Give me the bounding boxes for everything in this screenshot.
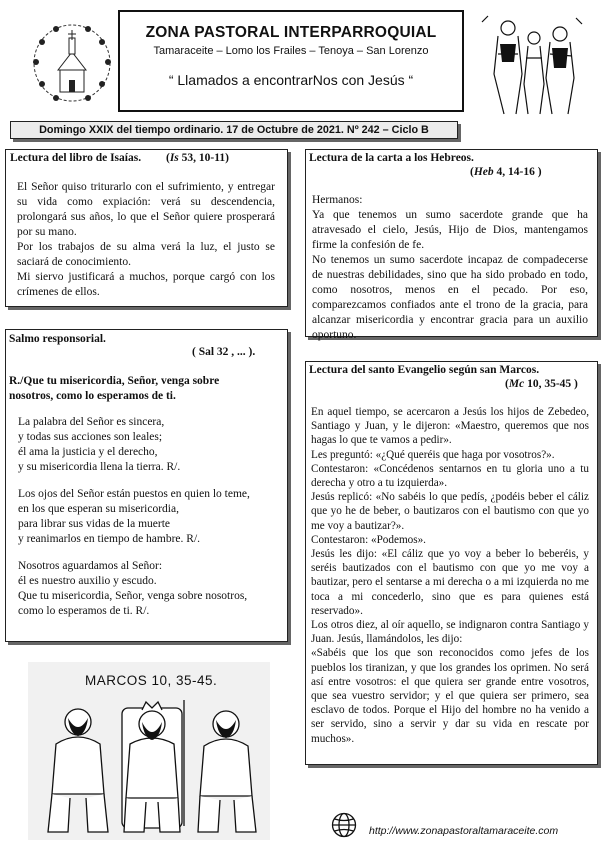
salmo-line: y su misericordia llena la tierra. R/. bbox=[18, 461, 181, 473]
salmo-line: y todas sus acciones son leales; bbox=[18, 431, 163, 443]
hebreos-title: Lectura de la carta a los Hebreos. bbox=[309, 152, 474, 164]
evangelio-ref-book: Mc bbox=[508, 378, 525, 390]
salmo-line: y reanimarlos en tiempo de hambre. R/. bbox=[18, 533, 201, 545]
salmo-stanza-2 bbox=[18, 487, 250, 547]
salmo-line: Los ojos del Señor están puestos en quien lo teme, bbox=[18, 488, 250, 500]
page-title: ZONA PASTORAL INTERPARROQUIAL bbox=[145, 24, 437, 41]
isaias-ref-book: Is bbox=[169, 152, 179, 164]
evangelio-ref: (Mc 10, 35-45 ) bbox=[505, 378, 578, 390]
salmo-line: en los que esperan su misericordia, bbox=[18, 503, 179, 515]
evangelio-title: Lectura del santo Evangelio según san Marcos. bbox=[309, 364, 540, 376]
website-link[interactable]: http://www.zonapastoraltamaraceite.com bbox=[369, 825, 559, 837]
motto: “ Llamados a encontrarNos con Jesús “ bbox=[168, 72, 414, 88]
salmo-title: Salmo responsorial. bbox=[9, 333, 106, 345]
header-logo bbox=[22, 18, 122, 108]
hebreos-ref-book: Heb bbox=[473, 166, 494, 178]
salmo-line: La palabra del Señor es sincera, bbox=[18, 416, 165, 428]
date-banner-text: Domingo XXIX del tiempo ordinario. 17 de Octubre de 2021. Nº 242 – Ciclo B bbox=[39, 124, 429, 136]
isaias-ref-nums: 53, 10-11) bbox=[178, 152, 229, 164]
salmo-line: Que tu misericordia, Señor, venga sobre nosotros, bbox=[18, 590, 248, 602]
illustration-caption: MARCOS 10, 35-45. bbox=[85, 673, 218, 688]
salmo-response: R./Que tu misericordia, Señor, venga sobre nosotros, como lo esperamos de ti. bbox=[9, 375, 220, 402]
salmo-line: como lo esperamos de ti. R/. bbox=[18, 605, 150, 617]
parishes-line: Tamaraceite – Lomo los Frailes – Tenoya – San Lorenzo bbox=[153, 45, 429, 57]
salmo-ref: ( Sal 32 , ... ). bbox=[192, 346, 256, 358]
evangelio-ref-nums: 10, 35-45 ) bbox=[524, 378, 578, 390]
hebreos-ref: (Heb 4, 14-16 ) bbox=[470, 166, 542, 178]
hebreos-text: Hermanos: Ya que tenemos un sumo sacerdote grande que ha atravesado el cielo, Jesús, Hijo de Dios, mantengamos firme la confesión de fe. No tenemos un sumo sacerdote incapaz de compadecerse de nuestras debilidades, sino que ha sido probado en todo, como nosotros, menos en el pecado. Por eso, comparezcamos confiados ante el trono de la gracia, para alcanzar misericordia y encontrar gracia para un auxilio oportuno. bbox=[312, 194, 588, 341]
header-illustration bbox=[478, 14, 586, 118]
salmo-line: Nosotros aguardamos al Señor: bbox=[18, 560, 163, 572]
salmo-line: para librar sus vidas de la muerte bbox=[18, 518, 170, 530]
hebreos-ref-nums: 4, 14-16 ) bbox=[493, 166, 542, 178]
salmo-line: él ama la justicia y el derecho, bbox=[18, 446, 158, 458]
salmo-stanza-1 bbox=[18, 415, 180, 475]
isaias-text: El Señor quiso triturarlo con el sufrimiento, y entregar su vida como expiación: verá su descendencia, prolongará sus años, lo que el Señor quiere prosperará por su mano. Por los trabajos de su alma verá la luz, el justo se saciará de conocimiento. Mi siervo justificará a muchos, porque cargó con los crímenes de ellos. bbox=[17, 181, 275, 298]
isaias-title: Lectura del libro de Isaías. (Is 53, 10-11) bbox=[10, 152, 229, 164]
isaias-title-text: Lectura del libro de Isaías. bbox=[10, 152, 142, 164]
evangelio-text: En aquel tiempo, se acercaron a Jesús los hijos de Zebedeo, Santiago y Juan, y le dijeron: «Maestro, queremos que nos hagas lo que te vamos a pedir». Les preguntó: «¿Qué queréis que haga por vosotros?». Contestaron: «Concédenos sentarnos en tu gloria uno a tu derecha y otro a tu izquierda». Jesús replicó: «No sabéis lo que pedís, ¿podéis beber el cáliz que yo he de beber, o bautizaros con el bautismo con que yo me voy a bautizar?». Contestaron: «Podemos». Jesús les dijo: «El cáliz que yo voy a beber lo beberéis, y seréis bautizados con el bautismo con que yo me voy a bautizar, pero el sentarse a mi derecha o a mi izquierda no me toca a mi concederlo, sino que es para quienes está reservado». Los otros diez, al oír aquello, se indignaron contra Santiago y Juan. Jesús, llamándolos, les dijo: «Sabéis que los que son reconocidos como jefes de los pueblos los tiranizan, y que los grandes los oprimen. No será así entre vosotros: el que quiera ser grande entre vosotros, que sea vuestro servidor; y el que quiera ser primero, sea esclavo de todos. Porque el Hijo del hombre no ha venido a ser servido, sino a servir y dar su vida en rescate por muchos». bbox=[311, 406, 589, 745]
salmo-line: él es nuestro auxilio y escudo. bbox=[18, 575, 157, 587]
illustration-figures bbox=[38, 694, 263, 838]
date-banner bbox=[10, 121, 458, 139]
globe-icon bbox=[331, 812, 357, 838]
salmo-stanza-3 bbox=[18, 559, 247, 619]
